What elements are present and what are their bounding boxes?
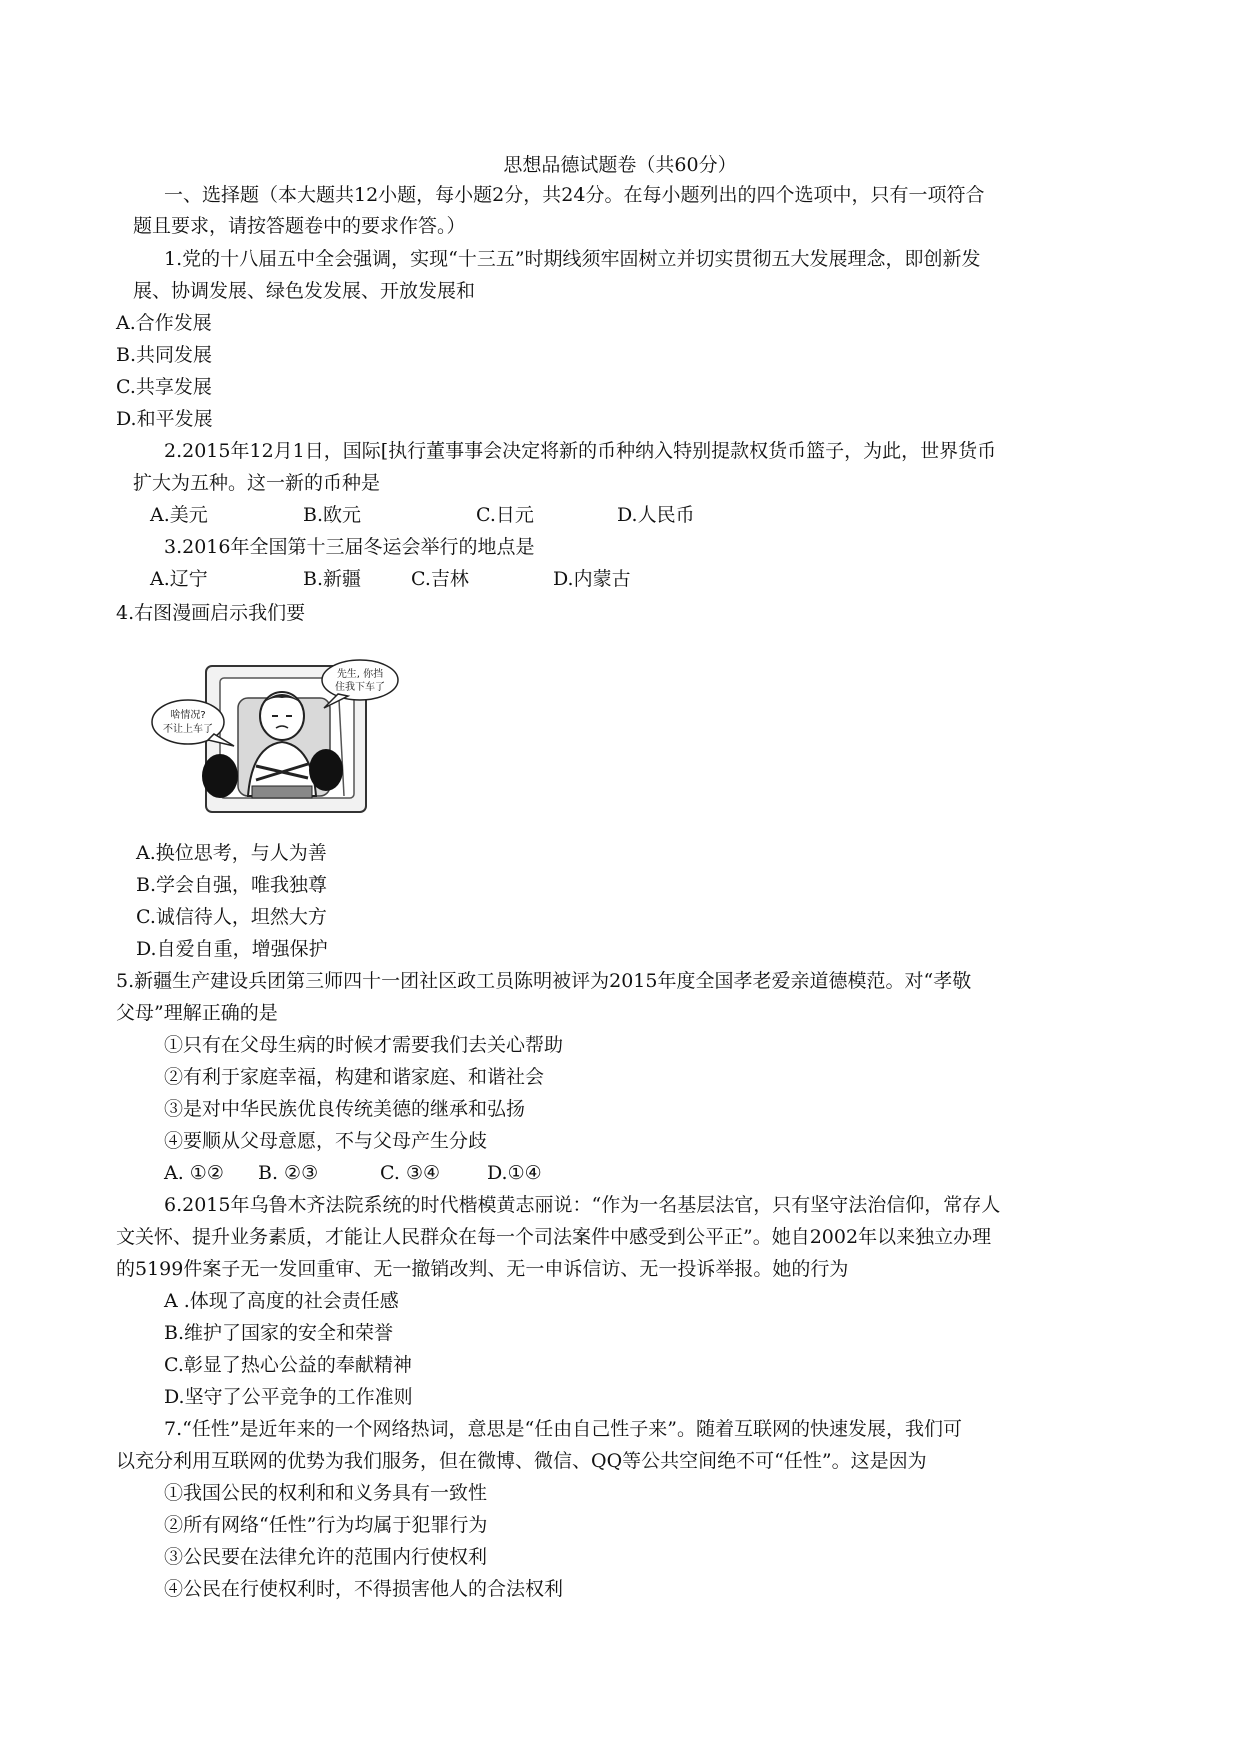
- q5-item-2: ②有利于家庭幸福，构建和谐家庭、和谐社会: [164, 1066, 545, 1088]
- cartoon-image: [148, 658, 402, 814]
- q7-item-4: ④公民在行使权利时，不得损害他人的合法权利: [164, 1578, 564, 1600]
- q2-option-a: A.美元: [150, 504, 208, 526]
- q4-option-c: C.诚信待人，坦然大方: [136, 906, 327, 928]
- page-title: 思想品德试题卷（共60分）: [503, 154, 737, 176]
- q3-option-a: A.辽宁: [150, 568, 208, 590]
- q1-option-a: A.合作发展: [116, 312, 212, 334]
- q7-item-2: ②所有网络“任性”行为均属于犯罪行为: [164, 1514, 488, 1536]
- q5-stem-line-2: 父母”理解正确的是: [116, 1002, 278, 1024]
- q7-item-1: ①我国公民的权利和和义务具有一致性: [164, 1482, 488, 1504]
- cartoon-bubble-left-line-2: 不让上车了: [163, 724, 213, 735]
- q5-option-d: D.①④: [487, 1162, 542, 1184]
- q1-stem-line-2: 展、协调发展、绿色发发展、开放发展和: [133, 280, 476, 302]
- q4-stem: 4.右图漫画启示我们要: [116, 602, 306, 624]
- q5-item-4: ④要顺从父母意愿，不与父母产生分歧: [164, 1130, 488, 1152]
- q4-option-d: D.自爱自重，增强保护: [136, 938, 328, 960]
- q5-item-1: ①只有在父母生病的时候才需要我们去关心帮助: [164, 1034, 564, 1056]
- q5-option-b: B. ②③: [258, 1162, 319, 1184]
- q2-option-c: C.日元: [476, 504, 534, 526]
- q1-option-c: C.共享发展: [116, 376, 212, 398]
- q1-stem-line-1: 1.党的十八届五中全会强调，实现“十三五”时期线须牢固树立并切实贯彻五大发展理念，即创新发: [164, 248, 981, 270]
- q2-option-b: B.欧元: [303, 504, 362, 526]
- section-heading-line-1: 一、选择题（本大题共12小题，每小题2分，共24分。在每小题列出的四个选项中，只有一项符合: [164, 184, 985, 206]
- q7-item-3: ③公民要在法律允许的范围内行使权利: [164, 1546, 488, 1568]
- q3-option-b: B.新疆: [303, 568, 362, 590]
- q6-stem-line-1: 6.2015年乌鲁木齐法院系统的时代楷模黄志丽说：“作为一名基层法官，只有坚守法治信仰，常存人: [164, 1194, 1001, 1216]
- cartoon-bubble-right-line-2: 住我下车了: [335, 682, 385, 693]
- q6-stem-line-3: 的5199件案子无一发回重审、无一撤销改判、无一申诉信访、无一投诉举报。她的行为: [116, 1258, 849, 1280]
- section-heading-line-2: 题且要求，请按答题卷中的要求作答。）: [133, 215, 466, 237]
- q6-option-b: B.维护了国家的安全和荣誉: [164, 1322, 394, 1344]
- q6-option-d: D.坚守了公平竞争的工作准则: [164, 1386, 413, 1408]
- q7-stem-line-2: 以充分利用互联网的优势为我们服务，但在微博、微信、QQ等公共空间绝不可“任性”。这是因为: [116, 1450, 927, 1472]
- q5-option-c: C. ③④: [380, 1162, 441, 1184]
- q1-option-b: B.共同发展: [116, 344, 213, 366]
- q5-item-3: ③是对中华民族优良传统美德的继承和弘扬: [164, 1098, 526, 1120]
- q4-option-b: B.学会自强，唯我独尊: [136, 874, 328, 896]
- cartoon-bubble-right-line-1: 先生, 你挡: [336, 669, 384, 680]
- q6-stem-line-2: 文关怀、提升业务素质，才能让人民群众在每一个司法案件中感受到公平正”。她自2002年以来独立办理: [116, 1226, 992, 1248]
- q1-option-d: D.和平发展: [116, 408, 213, 430]
- q6-option-c: C.彰显了热心公益的奉献精神: [164, 1354, 412, 1376]
- q2-option-d: D.人民币: [617, 504, 695, 526]
- q7-stem-line-1: 7.“任性”是近年来的一个网络热词，意思是“任由自己性子来”。随着互联网的快速发展，我们可: [164, 1418, 962, 1440]
- q6-option-a: A .体现了高度的社会责任感: [164, 1290, 399, 1312]
- cartoon-bubble-left-line-1: 啥情况?: [170, 710, 206, 721]
- q5-option-a: A. ①②: [164, 1162, 224, 1184]
- q3-option-d: D.内蒙古: [553, 568, 631, 590]
- q5-stem-line-1: 5.新疆生产建设兵团第三师四十一团社区政工员陈明被评为2015年度全国孝老爱亲道德模范。对“孝敬: [116, 970, 972, 992]
- q2-stem-line-2: 扩大为五种。这一新的币种是: [133, 472, 381, 494]
- q3-option-c: C.吉林: [411, 568, 469, 590]
- q4-option-a: A.换位思考，与人为善: [136, 842, 327, 864]
- q3-stem: 3.2016年全国第十三届冬运会举行的地点是: [164, 536, 535, 558]
- q2-stem-line-1: 2.2015年12月1日，国际[执行董事事会决定将新的币种纳入特别提款权货币篮子，为此，世界货币: [164, 440, 997, 462]
